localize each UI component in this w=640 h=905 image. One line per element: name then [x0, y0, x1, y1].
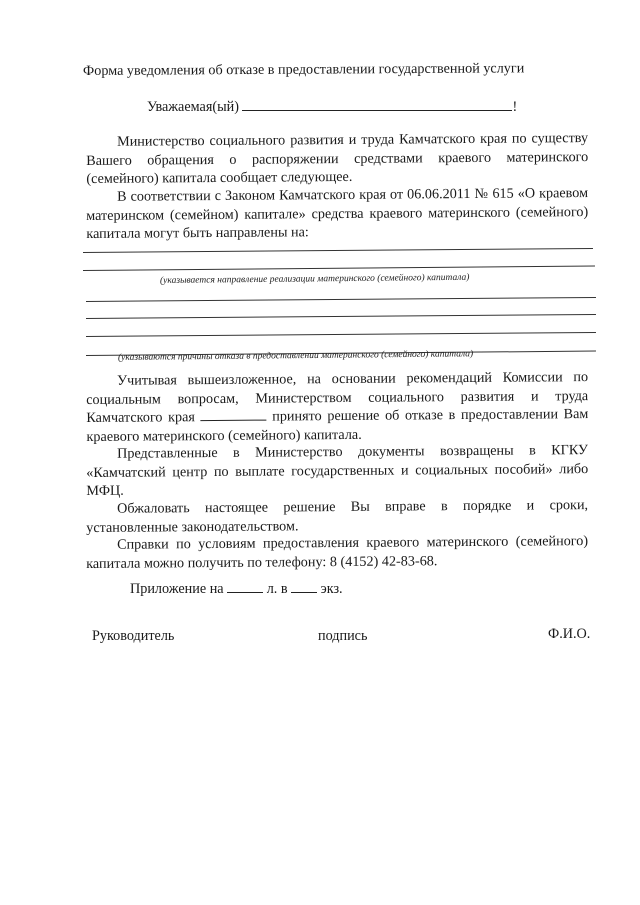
decision-text-start: Учитывая вышеизложенное, на основании рекомендаций Комиссии по социальным вопросам, Министерством социального развития и труда Камчатского края — [86, 369, 589, 426]
paragraph-documents-returned: Представленные в Министерство документы возвращены в КГКУ «Камчатский центр по выплате государственных и социальных пособий» либо МФЦ. — [86, 442, 589, 499]
paragraph-law-reference: В соответствии с Законом Камчатского края от 06.06.2011 № 615 «О краевом материнском (семейном) капитале» средства краевого материнского (семейного) капитала могут быть направлены на: — [86, 185, 589, 242]
appendix-text-a: Приложение на — [130, 581, 224, 597]
reason-blank-line-2[interactable] — [86, 314, 596, 319]
appendix-line — [130, 580, 343, 598]
reason-blank-line-1[interactable] — [86, 297, 596, 302]
signature-name: Ф.И.О. — [548, 626, 591, 642]
appendix-pages-field[interactable] — [227, 580, 263, 593]
paragraph-appeal: Обжаловать настоящее решение Вы вправе в порядке и сроки, установленные законодательством. — [86, 497, 589, 536]
appendix-text-b: л. в — [266, 581, 288, 597]
caption-direction: (указывается направление реализации материнского (семейного) капитала) — [159, 272, 470, 286]
recipient-name-field[interactable] — [242, 97, 512, 111]
signature-sign: подпись — [318, 628, 368, 644]
greeting-end: ! — [512, 99, 518, 115]
appendix-text-c: экз. — [320, 581, 343, 597]
paragraph-decision — [86, 368, 589, 446]
reason-blank-line-3[interactable] — [86, 332, 596, 337]
direction-blank-line-2[interactable] — [83, 266, 595, 271]
decision-date-field[interactable] — [200, 408, 266, 422]
document-title: Форма уведомления об отказе в предоставлении государственной услуги — [82, 60, 525, 79]
caption-reasons: (указываются причины отказа в предоставлении материнского (семейного) капитала) — [117, 349, 474, 363]
direction-blank-line-1[interactable] — [83, 248, 593, 253]
paragraph-contact: Справки по условиям предоставления краевого материнского (семейного) капитала можно получить по телефону: 8 (4152) 42-83-68. — [86, 533, 589, 572]
signature-head: Руководитель — [92, 628, 175, 644]
appendix-copies-field[interactable] — [291, 580, 317, 593]
decision-text-end: принято решение об отказе в предоставлении Вам краевого материнского (семейного) капитала. — [86, 406, 589, 445]
paragraph-intro: Министерство социального развития и труда Камчатского края по существу Вашего обращения о распоряжении средствами краевого материнского (семейного) капитала сообщает следующее. — [86, 130, 589, 187]
greeting-line — [147, 97, 517, 116]
greeting-text: Уважаемая(ый) — [147, 99, 239, 115]
